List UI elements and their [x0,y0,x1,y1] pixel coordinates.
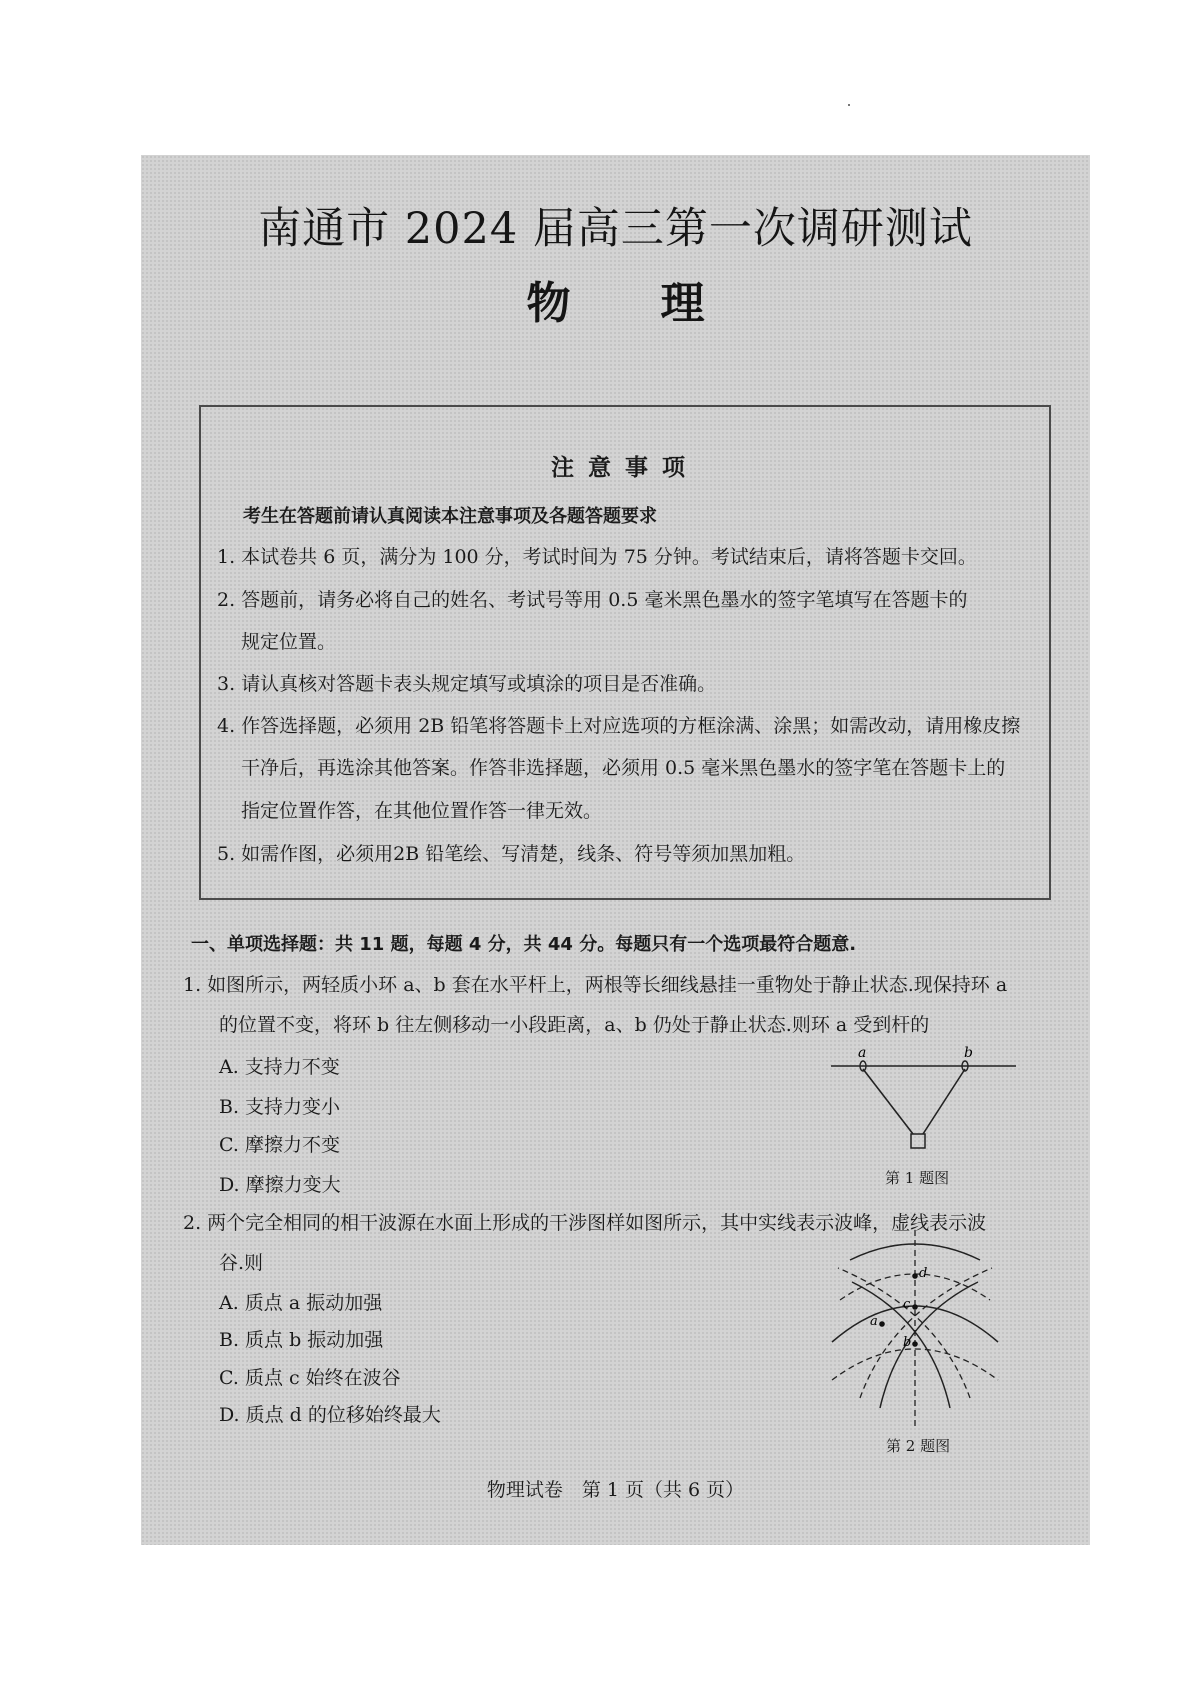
string-b [923,1069,965,1134]
point-d-label: d [919,1266,928,1281]
notice-intro: 考生在答题前请认真阅读本注意事项及各题答题要求 [243,506,657,527]
notice-item-cont: 规定位置。 [241,631,337,653]
subject-char-2: 理 [660,278,705,329]
ring-a-label: a [858,1045,867,1061]
q2-figure-caption: 第 2 题图 [886,1437,951,1455]
notice-item: 1. 本试卷共 6 页，满分为 100 分，考试时间为 75 分钟。考试结束后，请将答题卡交回。 [217,546,977,568]
q1-stem-cont: 的位置不变，将环 b 往左侧移动一小段距离，a、b 仍处于静止状态.则环 a 受到杆的 [219,1014,930,1036]
point-c-label: c [903,1297,911,1312]
q2-option-b: B. 质点 b 振动加强 [219,1329,384,1351]
notice-item: 4. 作答选择题，必须用 2B 铅笔将答题卡上对应选项的方框涂满、涂黑；如需改动，请用橡皮擦 [217,715,1021,737]
subject-char-1: 物 [526,278,571,329]
crest-arc [852,1282,950,1408]
q2-figure [820,1230,1010,1430]
q2-option-a: A. 质点 a 振动加强 [219,1292,383,1314]
q1-option-c: C. 摩擦力不变 [219,1134,340,1156]
notice-item: 2. 答题前，请务必将自己的姓名、考试号等用 0.5 毫米黑色墨水的签字笔填写在答题卡的 [217,589,968,611]
page-footer: 物理试卷 第 1 页（共 6 页） [486,1479,745,1501]
q1-stem: 1. 如图所示，两轻质小环 a、b 套在水平杆上，两根等长细线悬挂一重物处于静止状态.现保持环 a [183,974,1008,996]
crest-arc [880,1282,978,1408]
exam-title: 南通市 2024 届高三第一次调研测试 [258,204,973,254]
point-d [912,1273,918,1279]
exam-sheet [141,155,1090,1545]
notice-box [199,405,1051,900]
q2-option-c: C. 质点 c 始终在波谷 [219,1367,401,1389]
q1-option-b: B. 支持力变小 [219,1096,341,1118]
q1-figure-caption: 第 1 题图 [885,1169,950,1187]
notice-item-cont: 干净后，再选涂其他答案。作答非选择题，必须用 0.5 毫米黑色墨水的签字笔在答题卡上的 [241,757,1006,779]
trough-arc [838,1268,970,1398]
notice-item: 3. 请认真核对答题卡表头规定填写或填涂的项目是否准确。 [217,673,717,695]
notice-item: 5. 如需作图，必须用2B 铅笔绘、写清楚，线条、符号等须加黑加粗。 [217,843,806,865]
point-a-label: a [870,1314,878,1329]
q1-figure [831,1045,1021,1160]
q2-stem-cont: 谷.则 [219,1252,264,1274]
q1-option-a: A. 支持力不变 [219,1056,340,1078]
trough-arc [860,1268,992,1398]
q2-stem: 2. 两个完全相同的相干波源在水面上形成的干涉图样如图所示，其中实线表示波峰，虚线表示波 [183,1212,987,1234]
scan-speck [848,104,850,106]
notice-item-cont: 指定位置作答，在其他位置作答一律无效。 [241,800,603,822]
q2-option-d: D. 质点 d 的位移始终最大 [219,1404,441,1426]
section-heading: 一、单项选择题：共 11 题，每题 4 分，共 44 分。每题只有一个选项最符合题意. [191,934,857,955]
q1-option-d: D. 摩擦力变大 [219,1174,341,1196]
point-b [912,1341,918,1347]
point-c [912,1304,918,1310]
point-b-label: b [903,1335,912,1350]
ring-b-label: b [964,1045,973,1061]
hanging-weight [911,1134,925,1148]
string-a [863,1069,913,1134]
point-a [879,1321,885,1327]
notice-title: 注意事项 [551,454,699,481]
subject-title [141,267,1090,331]
